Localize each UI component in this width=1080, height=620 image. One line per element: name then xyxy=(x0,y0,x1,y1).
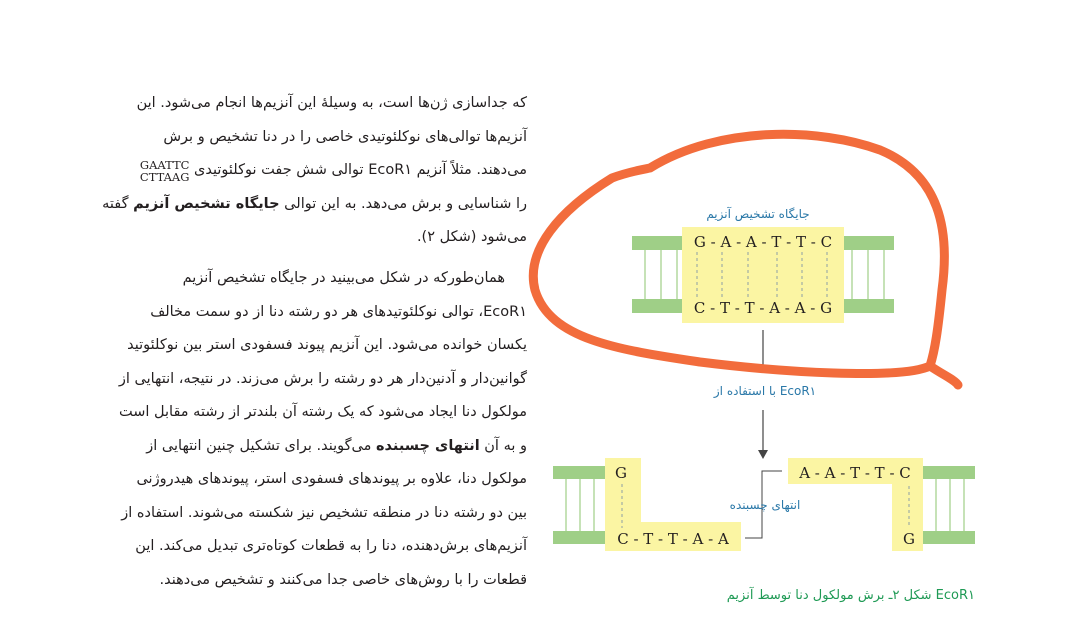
sticky-end-label: انتهای چسبنده xyxy=(729,498,801,512)
text-line: بین دو رشته دنا در منطقه تشخیص نیز شکسته می‌شوند. استفاده از xyxy=(121,504,527,521)
sequence-bottom: CTTAAG xyxy=(139,170,190,184)
arrow-label: با استفاده از EcoR۱ xyxy=(713,384,817,398)
left-fragment-top: G xyxy=(615,464,627,482)
intact-dna xyxy=(632,227,894,323)
right-fragment-top: A - A - T - T - C xyxy=(799,464,911,482)
left-fragment xyxy=(553,458,741,551)
bold-term: جایگاه تشخیص آنزیم xyxy=(133,195,280,212)
text-run: را شناسایی و برش می‌دهد. به این توالی xyxy=(279,195,527,212)
text-line: گوانین‌دار و آدنین‌دار هر دو رشته را برش می‌زند. در نتیجه، انتهایی از xyxy=(118,370,527,387)
text-run: توالی شش جفت نوکلئوتیدی xyxy=(194,162,369,178)
text-line: EcoR۱، توالی نوکلئوتیدهای هر دو رشته دنا از دو سمت مخالف xyxy=(150,303,527,320)
annotation-tail xyxy=(930,366,958,385)
left-fragment-bottom: C - T - T - A - A xyxy=(617,530,729,548)
text-run: گفته xyxy=(102,195,134,212)
text-line: مولکول دنا، علاوه بر پیوندهای فسفودی استر، پیوندهای هیدروژنی xyxy=(136,471,527,487)
bold-term: انتهای چسبنده xyxy=(376,437,480,454)
right-fragment xyxy=(788,458,975,551)
text-run: می‌دهند. مثلاً آنزیم xyxy=(412,162,527,178)
enzyme-name: EcoR۱ xyxy=(368,162,413,178)
text-line: که جداسازی ژن‌ها است، به وسیلهٔ این آنزیم‌ها انجام می‌شود. این xyxy=(136,95,527,111)
right-fragment-bottom: G xyxy=(903,530,915,548)
text-run: می‌گویند. برای تشکیل چنین انتهایی از xyxy=(146,437,376,454)
text-line: یکسان خوانده می‌شود. این آنزیم پیوند فسفودی استر بین نوکلئوتید xyxy=(127,337,527,353)
text-line: آنزیم‌ها توالی‌های نوکلئوتیدی خاصی را در دنا تشخیص و برش xyxy=(163,128,527,145)
top-strand-sequence: G - A - A - T - T - C xyxy=(693,233,833,251)
figure-caption: شکل ۲ـ برش مولکول دنا توسط آنزیم EcoR۱ xyxy=(726,588,975,603)
bottom-strand-sequence: C - T - T - A - A - G xyxy=(693,299,833,317)
text-run: و به آن xyxy=(479,437,527,454)
text-line: مولکول دنا ایجاد می‌شود که یک رشته آن بلندتر از رشته مقابل است xyxy=(119,404,527,420)
text-line: می‌شود (شکل ۲). xyxy=(416,229,527,245)
recognition-site-label: جایگاه تشخیص آنزیم xyxy=(706,207,810,221)
text-line: قطعات را با روش‌های خاصی جدا می‌کنند و تشخیص می‌دهند. xyxy=(159,571,527,588)
text-line: همان‌طورکه در شکل می‌بینید در جایگاه تشخیص آنزیم xyxy=(182,270,505,286)
sequence-top: GAATTC xyxy=(139,158,190,172)
text-line: آنزیم‌های برش‌دهنده، دنا را به قطعات کوتاه‌تری تبدیل می‌کند. این xyxy=(135,538,527,554)
